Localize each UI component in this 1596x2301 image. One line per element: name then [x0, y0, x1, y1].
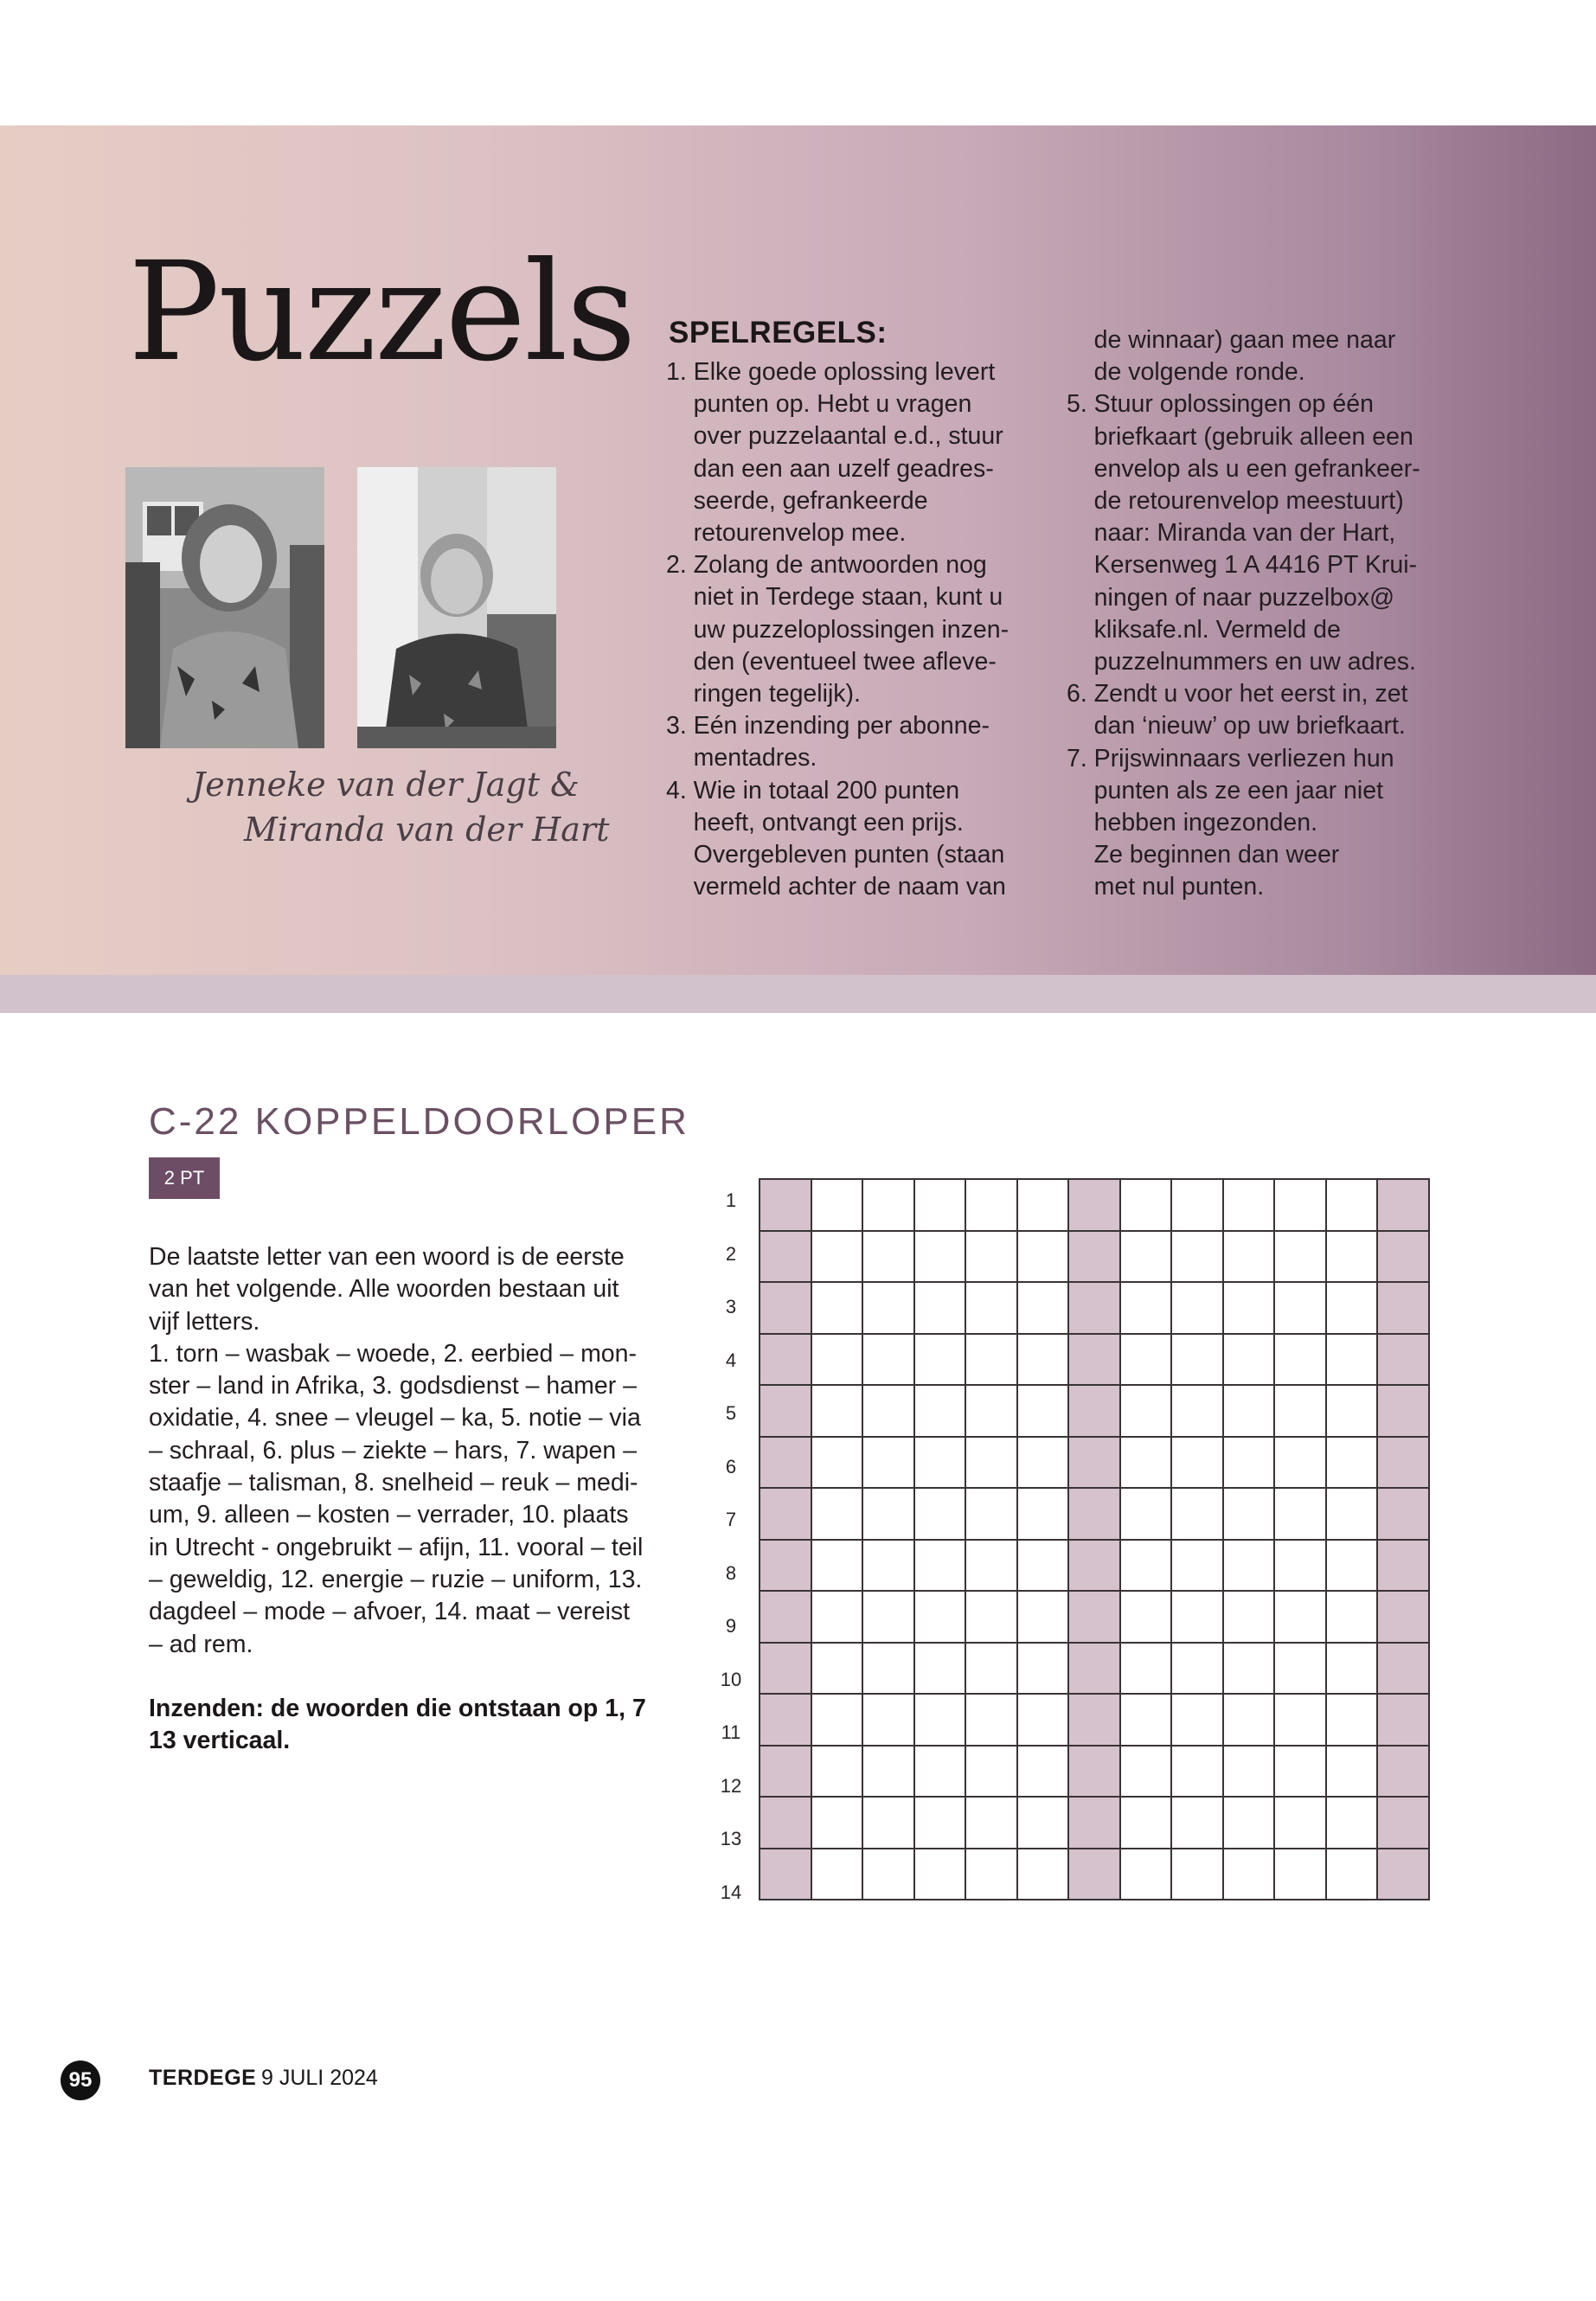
- grid-cell[interactable]: [862, 1385, 914, 1437]
- row-number: 6: [725, 1455, 737, 1477]
- grid-cell[interactable]: [965, 1643, 1017, 1695]
- grid-cell[interactable]: [1326, 1540, 1378, 1592]
- grid-cell[interactable]: [811, 1385, 863, 1437]
- grid-cell[interactable]: [862, 1231, 914, 1283]
- grid-cell[interactable]: [1171, 1591, 1223, 1643]
- grid-cell[interactable]: [1017, 1540, 1069, 1592]
- grid-cell[interactable]: [1068, 1643, 1120, 1695]
- grid-cell[interactable]: [1171, 1540, 1223, 1592]
- grid-cell[interactable]: [811, 1746, 863, 1798]
- grid-cell[interactable]: [1120, 1488, 1172, 1540]
- grid-cell[interactable]: [965, 1540, 1017, 1592]
- grid-cell[interactable]: [965, 1488, 1017, 1540]
- grid-cell[interactable]: [760, 1179, 811, 1231]
- grid-cell[interactable]: [1068, 1694, 1120, 1746]
- grid-cell[interactable]: [1223, 1797, 1275, 1849]
- grid-cell[interactable]: [862, 1334, 914, 1386]
- grid-cell[interactable]: [914, 1694, 966, 1746]
- grid-cell[interactable]: [862, 1746, 914, 1798]
- grid-cell[interactable]: [1326, 1694, 1378, 1746]
- grid-cell[interactable]: [862, 1179, 914, 1231]
- rules-column-2: de winnaar) gaan mee naar de volgende ronde. 5. Stuur oplossingen op één briefkaart (gebruik alleen een envelop als u een gefrankeer- de retourenvelop meestuurt) naar: Miranda van der Hart, Kersenweg 1 A 4416 PT Krui- ningen of naar puzzelbox@ kliksafe.nl. Vermeld de puzzelnummers en uw adres. 6. Zendt u voor het eerst in, zet dan ‘nieuw’ op uw briefkaart. 7. Prijswinnaars verliezen hun punten als ze een jaar niet hebben ingezonden. Ze beginnen dan weer met nul punten.: [1067, 326, 1420, 901]
- grid-cell[interactable]: [1068, 1231, 1120, 1283]
- issue-date: 9 JULI 2024: [261, 2066, 378, 2090]
- grid-cell[interactable]: [1274, 1334, 1326, 1386]
- puzzle-title: C-22 KOPPELDOORLOPER: [149, 1100, 689, 1143]
- grid-cell[interactable]: [1274, 1591, 1326, 1643]
- row-number: 13: [720, 1828, 742, 1849]
- grid-cell[interactable]: [1171, 1694, 1223, 1746]
- grid-cell[interactable]: [1068, 1797, 1120, 1849]
- grid-row: [760, 1437, 1429, 1489]
- grid-cell[interactable]: [914, 1540, 966, 1592]
- grid-cell[interactable]: [811, 1179, 863, 1231]
- rules-heading: SPELREGELS:: [669, 316, 888, 349]
- grid-cell[interactable]: [1326, 1231, 1378, 1283]
- grid-cell[interactable]: [1068, 1179, 1120, 1231]
- grid-cell[interactable]: [1326, 1488, 1378, 1540]
- grid-row: [760, 1849, 1429, 1900]
- grid-cell[interactable]: [1120, 1231, 1172, 1283]
- grid-row: [760, 1540, 1429, 1592]
- grid-cell[interactable]: [1017, 1385, 1069, 1437]
- grid-row: [760, 1694, 1429, 1746]
- grid-cell[interactable]: [1274, 1849, 1326, 1900]
- grid-cell[interactable]: [1171, 1231, 1223, 1283]
- grid-cell[interactable]: [1068, 1385, 1120, 1437]
- grid-cell[interactable]: [1068, 1334, 1120, 1386]
- grid-cell[interactable]: [760, 1231, 811, 1283]
- grid-cell[interactable]: [1377, 1179, 1429, 1231]
- grid-cell[interactable]: [1377, 1231, 1429, 1283]
- banner-strip: [0, 975, 1596, 1013]
- grid-row: [760, 1282, 1429, 1334]
- grid-cell[interactable]: [914, 1643, 966, 1695]
- grid-cell[interactable]: [760, 1591, 811, 1643]
- grid-row: [760, 1334, 1429, 1386]
- grid-cell[interactable]: [1274, 1385, 1326, 1437]
- grid-cell[interactable]: [1326, 1282, 1378, 1334]
- grid-cell[interactable]: [1223, 1643, 1275, 1695]
- grid-cell[interactable]: [914, 1797, 966, 1849]
- grid-cell[interactable]: [1326, 1746, 1378, 1798]
- row-number: 1: [725, 1189, 737, 1211]
- grid-cell[interactable]: [1120, 1746, 1172, 1798]
- submit-instructions: Inzenden: de woorden die ontstaan op 1, 7 13 verticaal.: [149, 1695, 646, 1755]
- grid-cell[interactable]: [1120, 1282, 1172, 1334]
- grid-cell[interactable]: [811, 1334, 863, 1386]
- grid-cell[interactable]: [1068, 1540, 1120, 1592]
- grid-cell[interactable]: [760, 1643, 811, 1695]
- grid-cell[interactable]: [914, 1231, 966, 1283]
- grid-cell[interactable]: [914, 1746, 966, 1798]
- photo-jenneke: [125, 467, 324, 748]
- grid-cell[interactable]: [1223, 1540, 1275, 1592]
- grid-cell[interactable]: [1223, 1385, 1275, 1437]
- grid-cell[interactable]: [1377, 1488, 1429, 1540]
- rules-column-1: 1. Elke goede oplossing levert punten op. Hebt u vragen over puzzelaantal e.d., stuur dan een aan uzelf geadres- seerde, gefrankeerde retourenvelop mee. 2. Zolang de antwoorden nog niet in Terdege staan, kunt u uw puzzeloplossingen inzen- den (eventueel twee afleve- ringen tegelijk). 3. Eén inzending per abonne- mentadres. 4. Wie in totaal 200 punten heeft, ontvangt een prijs. Overgebleven punten (staan vermeld achter de naam van: [666, 358, 1010, 901]
- grid-row: [760, 1385, 1429, 1437]
- row-number: 4: [725, 1349, 737, 1371]
- grid-cell[interactable]: [1223, 1179, 1275, 1231]
- grid-cell[interactable]: [1017, 1231, 1069, 1283]
- grid-cell[interactable]: [965, 1231, 1017, 1283]
- grid-cell[interactable]: [1326, 1849, 1378, 1900]
- grid-cell[interactable]: [1377, 1797, 1429, 1849]
- grid-cell[interactable]: [760, 1334, 811, 1386]
- grid-cell[interactable]: [914, 1385, 966, 1437]
- grid-cell[interactable]: [1377, 1437, 1429, 1489]
- row-number: 7: [725, 1509, 737, 1530]
- grid-cell[interactable]: [965, 1746, 1017, 1798]
- grid-cell[interactable]: [760, 1694, 811, 1746]
- grid-cell[interactable]: [1274, 1437, 1326, 1489]
- grid-cell[interactable]: [1377, 1643, 1429, 1695]
- grid-cell[interactable]: [862, 1282, 914, 1334]
- grid-cell[interactable]: [1377, 1334, 1429, 1386]
- grid-cell[interactable]: [760, 1282, 811, 1334]
- grid-cell[interactable]: [1326, 1179, 1378, 1231]
- grid-cell[interactable]: [811, 1643, 863, 1695]
- photo-miranda: [357, 467, 556, 748]
- row-number: 10: [720, 1668, 742, 1690]
- grid-cell[interactable]: [914, 1282, 966, 1334]
- grid-cell[interactable]: [914, 1179, 966, 1231]
- grid-cell[interactable]: [965, 1797, 1017, 1849]
- grid-cell[interactable]: [1171, 1849, 1223, 1900]
- grid-cell[interactable]: [914, 1591, 966, 1643]
- grid-cell[interactable]: [1223, 1694, 1275, 1746]
- grid-cell[interactable]: [811, 1540, 863, 1592]
- grid-cell[interactable]: [1017, 1179, 1069, 1231]
- grid-cell[interactable]: [914, 1437, 966, 1489]
- grid-cell[interactable]: [1120, 1849, 1172, 1900]
- grid-cell[interactable]: [811, 1437, 863, 1489]
- grid-cell[interactable]: [1017, 1591, 1069, 1643]
- grid-cell[interactable]: [1223, 1849, 1275, 1900]
- grid-cell[interactable]: [1274, 1797, 1326, 1849]
- grid-cell[interactable]: [760, 1385, 811, 1437]
- grid-cell[interactable]: [1326, 1437, 1378, 1489]
- grid-cell[interactable]: [1120, 1540, 1172, 1592]
- row-number: 3: [725, 1296, 737, 1317]
- grid-cell[interactable]: [862, 1849, 914, 1900]
- grid-cell[interactable]: [811, 1797, 863, 1849]
- grid-cell[interactable]: [1377, 1540, 1429, 1592]
- grid-cell[interactable]: [1068, 1849, 1120, 1900]
- grid-cell[interactable]: [1274, 1282, 1326, 1334]
- grid-cell[interactable]: [1120, 1797, 1172, 1849]
- grid-cell[interactable]: [1223, 1231, 1275, 1283]
- grid-cell[interactable]: [1171, 1437, 1223, 1489]
- grid-cell[interactable]: [965, 1437, 1017, 1489]
- grid-cell[interactable]: [1171, 1797, 1223, 1849]
- page-title: Puzzels: [128, 233, 635, 392]
- grid-cell[interactable]: [862, 1437, 914, 1489]
- grid-cell[interactable]: [914, 1488, 966, 1540]
- grid-cell[interactable]: [1120, 1694, 1172, 1746]
- grid-row: [760, 1643, 1429, 1695]
- grid-row: [760, 1488, 1429, 1540]
- grid-cell[interactable]: [1017, 1694, 1069, 1746]
- grid-cell[interactable]: [1120, 1643, 1172, 1695]
- grid-cell[interactable]: [965, 1849, 1017, 1900]
- page-number: 95: [61, 2061, 100, 2100]
- grid-cell[interactable]: [965, 1334, 1017, 1386]
- grid-cell[interactable]: [1377, 1694, 1429, 1746]
- grid-cell[interactable]: [1120, 1334, 1172, 1386]
- grid-cell[interactable]: [862, 1797, 914, 1849]
- grid-cell[interactable]: [760, 1437, 811, 1489]
- grid-cell[interactable]: [1171, 1488, 1223, 1540]
- grid-cell[interactable]: [1274, 1643, 1326, 1695]
- grid-cell[interactable]: [1274, 1488, 1326, 1540]
- grid-cell[interactable]: [760, 1540, 811, 1592]
- magazine-name: TERDEGE: [149, 2066, 257, 2090]
- grid-cell[interactable]: [1326, 1797, 1378, 1849]
- grid-cell[interactable]: [862, 1540, 914, 1592]
- grid-cell[interactable]: [1068, 1746, 1120, 1798]
- grid-row: [760, 1179, 1429, 1231]
- grid-cell[interactable]: [1068, 1437, 1120, 1489]
- grid-cell[interactable]: [1068, 1591, 1120, 1643]
- row-number: 11: [721, 1721, 741, 1743]
- grid-cell[interactable]: [1223, 1591, 1275, 1643]
- grid-cell[interactable]: [965, 1179, 1017, 1231]
- grid-cell[interactable]: [1274, 1179, 1326, 1231]
- row-number: 8: [725, 1561, 737, 1584]
- grid-cell[interactable]: [1171, 1385, 1223, 1437]
- grid-cell[interactable]: [862, 1694, 914, 1746]
- grid-cell[interactable]: [1377, 1591, 1429, 1643]
- row-number: 9: [725, 1615, 737, 1637]
- grid-cell[interactable]: [811, 1591, 863, 1643]
- grid-cell[interactable]: [862, 1488, 914, 1540]
- grid-cell[interactable]: [1223, 1746, 1275, 1798]
- grid-cell[interactable]: [1068, 1488, 1120, 1540]
- grid-cell[interactable]: [1120, 1385, 1172, 1437]
- grid-cell[interactable]: [1017, 1282, 1069, 1334]
- grid-row: [760, 1797, 1429, 1849]
- grid-cell[interactable]: [1017, 1488, 1069, 1540]
- grid-cell[interactable]: [1068, 1282, 1120, 1334]
- grid-cell[interactable]: [1017, 1746, 1069, 1798]
- photo-caption-line1: Jenneke van der Jagt &: [192, 766, 580, 804]
- grid-cell[interactable]: [811, 1282, 863, 1334]
- grid-cell[interactable]: [760, 1797, 811, 1849]
- grid-cell[interactable]: [1017, 1849, 1069, 1900]
- grid-cell[interactable]: [760, 1746, 811, 1798]
- grid-cell[interactable]: [1274, 1231, 1326, 1283]
- grid-cell[interactable]: [1017, 1334, 1069, 1386]
- puzzle-grid[interactable]: [759, 1178, 1430, 1900]
- grid-cell[interactable]: [1377, 1746, 1429, 1798]
- row-number: 2: [725, 1242, 737, 1265]
- grid-cell[interactable]: [1377, 1282, 1429, 1334]
- grid-cell[interactable]: [1171, 1282, 1223, 1334]
- grid-cell[interactable]: [1326, 1643, 1378, 1695]
- grid-cell[interactable]: [1223, 1282, 1275, 1334]
- points-badge: 2 PT: [149, 1157, 220, 1199]
- grid-cell[interactable]: [1223, 1437, 1275, 1489]
- grid-cell[interactable]: [1377, 1849, 1429, 1900]
- grid-cell[interactable]: [965, 1591, 1017, 1643]
- grid-cell[interactable]: [1017, 1797, 1069, 1849]
- grid-cell[interactable]: [1171, 1643, 1223, 1695]
- grid-cell[interactable]: [1326, 1385, 1378, 1437]
- grid-cell[interactable]: [914, 1849, 966, 1900]
- grid-cell[interactable]: [862, 1643, 914, 1695]
- grid-cell[interactable]: [1223, 1334, 1275, 1386]
- grid-cell[interactable]: [914, 1334, 966, 1386]
- grid-cell[interactable]: [811, 1231, 863, 1283]
- grid-cell[interactable]: [811, 1849, 863, 1900]
- grid-cell[interactable]: [1223, 1488, 1275, 1540]
- row-number: 12: [720, 1774, 742, 1797]
- grid-cell[interactable]: [811, 1694, 863, 1746]
- grid-cell[interactable]: [862, 1591, 914, 1643]
- row-number: 5: [725, 1402, 737, 1424]
- grid-cell[interactable]: [1120, 1591, 1172, 1643]
- grid-cell[interactable]: [1326, 1591, 1378, 1643]
- grid-cell[interactable]: [1171, 1746, 1223, 1798]
- grid-cell[interactable]: [1274, 1540, 1326, 1592]
- grid-row: [760, 1591, 1429, 1643]
- grid-cell[interactable]: [811, 1488, 863, 1540]
- grid-cell[interactable]: [1017, 1643, 1069, 1695]
- grid-cell[interactable]: [1326, 1334, 1378, 1386]
- grid-cell[interactable]: [1120, 1179, 1172, 1231]
- grid-cell[interactable]: [760, 1849, 811, 1900]
- grid-cell[interactable]: [1171, 1334, 1223, 1386]
- grid-cell[interactable]: [1377, 1385, 1429, 1437]
- grid-cell[interactable]: [1171, 1179, 1223, 1231]
- grid-row: [760, 1746, 1429, 1798]
- row-number: 14: [720, 1881, 742, 1903]
- grid-cell[interactable]: [1274, 1694, 1326, 1746]
- grid-cell[interactable]: [965, 1282, 1017, 1334]
- grid-row: [760, 1231, 1429, 1283]
- grid-cell[interactable]: [965, 1385, 1017, 1437]
- grid-cell[interactable]: [760, 1488, 811, 1540]
- photo-caption-line2: Miranda van der Hart: [244, 811, 610, 849]
- grid-cell[interactable]: [1274, 1746, 1326, 1798]
- puzzle-description: De laatste letter van een woord is de eerste van het volgende. Alle woorden bestaan uit vijf letters. 1. torn – wasbak – woede, 2. eerbied – mon- ster – land in Afrika, 3. godsdienst – hamer – oxidatie, 4. snee – vleugel – ka, 5. notie – via – schraal, 6. plus – ziekte – hars, 7. wapen – staafje – talisman, 8. snelheid – reuk – medi- um, 9. alleen – kosten – verrader, 10. plaats in Utrecht - ongebruikt – afijn, 11. vooral – teil – geweldig, 12. energie – ruzie – uniform, 13. dagdeel – mode – afvoer, 14. maat – vereist – ad rem.: [149, 1243, 644, 1658]
- grid-cell[interactable]: [1120, 1437, 1172, 1489]
- grid-cell[interactable]: [965, 1694, 1017, 1746]
- grid-cell[interactable]: [1017, 1437, 1069, 1489]
